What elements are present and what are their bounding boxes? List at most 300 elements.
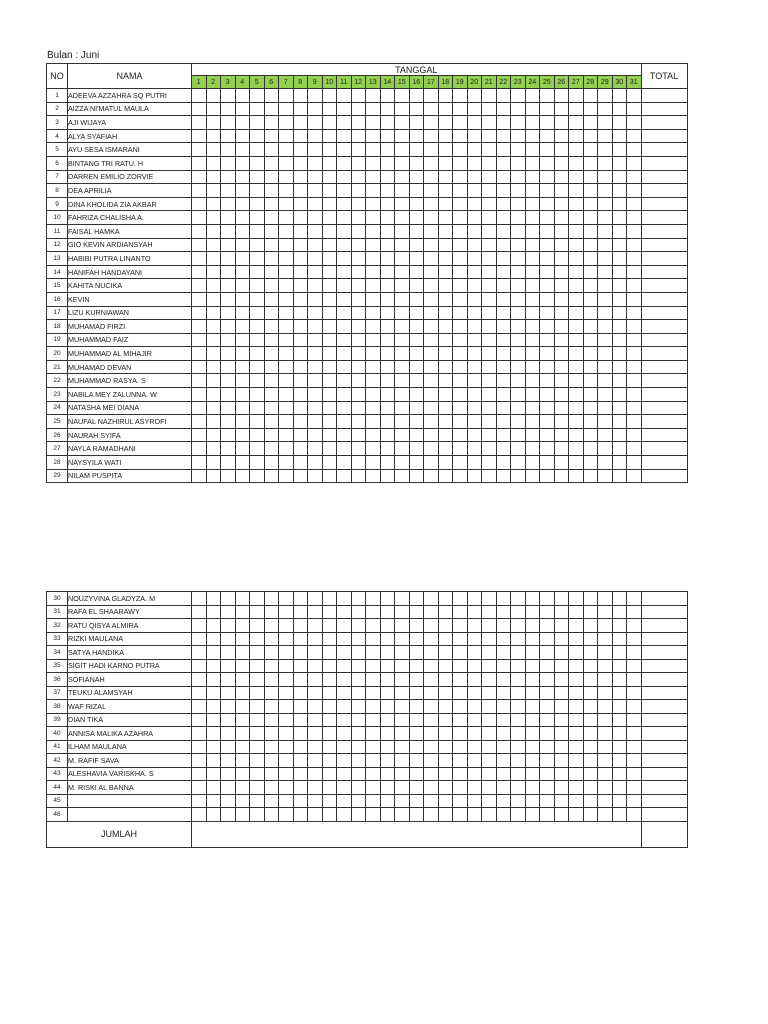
attendance-cell[interactable] [598,184,613,198]
attendance-cell[interactable] [264,456,279,470]
attendance-cell[interactable] [496,211,511,225]
attendance-cell[interactable] [409,374,424,388]
attendance-cell[interactable] [264,292,279,306]
attendance-cell[interactable] [482,374,497,388]
attendance-cell[interactable] [293,320,308,334]
attendance-cell[interactable] [467,279,482,293]
attendance-cell[interactable] [308,740,323,754]
attendance-cell[interactable] [293,781,308,795]
attendance-cell[interactable] [337,360,352,374]
attendance-cell[interactable] [540,469,555,483]
attendance-cell[interactable] [525,129,540,143]
attendance-cell[interactable] [308,781,323,795]
attendance-cell[interactable] [612,374,627,388]
attendance-cell[interactable] [395,224,410,238]
attendance-cell[interactable] [511,442,526,456]
attendance-cell[interactable] [424,659,439,673]
attendance-cell[interactable] [540,292,555,306]
attendance-cell[interactable] [453,469,468,483]
attendance-cell[interactable] [511,605,526,619]
attendance-cell[interactable] [482,673,497,687]
attendance-cell[interactable] [627,605,642,619]
total-cell[interactable] [641,605,687,619]
attendance-cell[interactable] [583,170,598,184]
attendance-cell[interactable] [496,808,511,822]
attendance-cell[interactable] [279,781,294,795]
attendance-cell[interactable] [467,252,482,266]
total-cell[interactable] [641,781,687,795]
attendance-cell[interactable] [192,306,207,320]
attendance-cell[interactable] [235,781,250,795]
attendance-cell[interactable] [308,727,323,741]
attendance-cell[interactable] [221,252,236,266]
attendance-cell[interactable] [511,211,526,225]
attendance-cell[interactable] [525,360,540,374]
attendance-cell[interactable] [424,713,439,727]
attendance-cell[interactable] [453,347,468,361]
attendance-cell[interactable] [221,292,236,306]
attendance-cell[interactable] [322,347,337,361]
attendance-cell[interactable] [424,456,439,470]
total-cell[interactable] [641,646,687,660]
attendance-cell[interactable] [467,197,482,211]
attendance-cell[interactable] [409,333,424,347]
attendance-cell[interactable] [380,808,395,822]
attendance-cell[interactable] [221,197,236,211]
attendance-cell[interactable] [351,794,366,808]
attendance-cell[interactable] [438,428,453,442]
attendance-cell[interactable] [221,89,236,103]
attendance-cell[interactable] [366,388,381,402]
attendance-cell[interactable] [453,143,468,157]
attendance-cell[interactable] [235,808,250,822]
attendance-cell[interactable] [598,306,613,320]
total-cell[interactable] [641,442,687,456]
attendance-cell[interactable] [612,659,627,673]
attendance-cell[interactable] [424,116,439,130]
attendance-cell[interactable] [438,197,453,211]
attendance-cell[interactable] [438,592,453,606]
attendance-cell[interactable] [366,415,381,429]
attendance-cell[interactable] [482,347,497,361]
attendance-cell[interactable] [627,197,642,211]
attendance-cell[interactable] [366,129,381,143]
attendance-cell[interactable] [540,211,555,225]
attendance-cell[interactable] [612,116,627,130]
attendance-cell[interactable] [627,102,642,116]
attendance-cell[interactable] [583,794,598,808]
attendance-cell[interactable] [192,388,207,402]
attendance-cell[interactable] [235,279,250,293]
attendance-cell[interactable] [322,265,337,279]
attendance-cell[interactable] [192,605,207,619]
attendance-cell[interactable] [264,605,279,619]
attendance-cell[interactable] [395,673,410,687]
attendance-cell[interactable] [554,686,569,700]
attendance-cell[interactable] [496,456,511,470]
attendance-cell[interactable] [351,252,366,266]
total-cell[interactable] [641,673,687,687]
attendance-cell[interactable] [293,469,308,483]
attendance-cell[interactable] [525,102,540,116]
total-cell[interactable] [641,116,687,130]
attendance-cell[interactable] [438,156,453,170]
attendance-cell[interactable] [380,129,395,143]
attendance-cell[interactable] [569,673,584,687]
attendance-cell[interactable] [438,456,453,470]
attendance-cell[interactable] [496,374,511,388]
attendance-cell[interactable] [206,184,221,198]
attendance-cell[interactable] [206,767,221,781]
attendance-cell[interactable] [583,184,598,198]
attendance-cell[interactable] [438,279,453,293]
attendance-cell[interactable] [235,333,250,347]
attendance-cell[interactable] [264,265,279,279]
attendance-cell[interactable] [221,347,236,361]
attendance-cell[interactable] [612,740,627,754]
attendance-cell[interactable] [380,320,395,334]
attendance-cell[interactable] [409,320,424,334]
attendance-cell[interactable] [206,333,221,347]
attendance-cell[interactable] [554,469,569,483]
attendance-cell[interactable] [511,333,526,347]
attendance-cell[interactable] [308,224,323,238]
attendance-cell[interactable] [612,401,627,415]
attendance-cell[interactable] [598,197,613,211]
attendance-cell[interactable] [540,347,555,361]
attendance-cell[interactable] [438,360,453,374]
attendance-cell[interactable] [395,686,410,700]
attendance-cell[interactable] [569,428,584,442]
attendance-cell[interactable] [583,673,598,687]
attendance-cell[interactable] [496,605,511,619]
attendance-cell[interactable] [235,374,250,388]
attendance-cell[interactable] [235,265,250,279]
attendance-cell[interactable] [467,592,482,606]
total-cell[interactable] [641,292,687,306]
attendance-cell[interactable] [598,727,613,741]
attendance-cell[interactable] [279,659,294,673]
attendance-cell[interactable] [192,469,207,483]
attendance-cell[interactable] [554,442,569,456]
attendance-cell[interactable] [192,156,207,170]
attendance-cell[interactable] [598,740,613,754]
attendance-cell[interactable] [221,686,236,700]
attendance-cell[interactable] [467,659,482,673]
attendance-cell[interactable] [627,686,642,700]
attendance-cell[interactable] [380,388,395,402]
attendance-cell[interactable] [221,808,236,822]
attendance-cell[interactable] [583,401,598,415]
attendance-cell[interactable] [351,129,366,143]
attendance-cell[interactable] [279,252,294,266]
total-cell[interactable] [641,727,687,741]
attendance-cell[interactable] [337,794,352,808]
attendance-cell[interactable] [569,333,584,347]
attendance-cell[interactable] [395,156,410,170]
attendance-cell[interactable] [627,740,642,754]
attendance-cell[interactable] [395,456,410,470]
attendance-cell[interactable] [293,605,308,619]
attendance-cell[interactable] [235,605,250,619]
attendance-cell[interactable] [308,306,323,320]
attendance-cell[interactable] [467,767,482,781]
attendance-cell[interactable] [424,89,439,103]
attendance-cell[interactable] [525,89,540,103]
attendance-cell[interactable] [192,252,207,266]
attendance-cell[interactable] [496,388,511,402]
total-cell[interactable] [641,754,687,768]
attendance-cell[interactable] [221,306,236,320]
attendance-cell[interactable] [221,619,236,633]
attendance-cell[interactable] [467,700,482,714]
attendance-cell[interactable] [540,808,555,822]
attendance-cell[interactable] [554,415,569,429]
attendance-cell[interactable] [598,713,613,727]
total-cell[interactable] [641,184,687,198]
attendance-cell[interactable] [395,265,410,279]
attendance-cell[interactable] [598,320,613,334]
attendance-cell[interactable] [496,767,511,781]
attendance-cell[interactable] [453,808,468,822]
attendance-cell[interactable] [511,808,526,822]
attendance-cell[interactable] [235,252,250,266]
attendance-cell[interactable] [366,360,381,374]
attendance-cell[interactable] [569,211,584,225]
attendance-cell[interactable] [424,211,439,225]
attendance-cell[interactable] [250,102,265,116]
attendance-cell[interactable] [221,754,236,768]
attendance-cell[interactable] [627,116,642,130]
attendance-cell[interactable] [380,89,395,103]
attendance-cell[interactable] [554,333,569,347]
attendance-cell[interactable] [293,306,308,320]
attendance-cell[interactable] [554,808,569,822]
attendance-cell[interactable] [293,673,308,687]
attendance-cell[interactable] [192,700,207,714]
attendance-cell[interactable] [293,360,308,374]
attendance-cell[interactable] [438,686,453,700]
attendance-cell[interactable] [206,279,221,293]
attendance-cell[interactable] [409,700,424,714]
attendance-cell[interactable] [337,238,352,252]
attendance-cell[interactable] [322,238,337,252]
attendance-cell[interactable] [540,700,555,714]
attendance-cell[interactable] [525,156,540,170]
attendance-cell[interactable] [467,129,482,143]
attendance-cell[interactable] [380,740,395,754]
attendance-cell[interactable] [206,686,221,700]
attendance-cell[interactable] [366,469,381,483]
attendance-cell[interactable] [496,279,511,293]
attendance-cell[interactable] [192,428,207,442]
attendance-cell[interactable] [424,686,439,700]
attendance-cell[interactable] [293,686,308,700]
attendance-cell[interactable] [395,116,410,130]
attendance-cell[interactable] [337,102,352,116]
attendance-cell[interactable] [308,238,323,252]
attendance-cell[interactable] [540,102,555,116]
attendance-cell[interactable] [569,89,584,103]
total-cell[interactable] [641,156,687,170]
attendance-cell[interactable] [540,686,555,700]
attendance-cell[interactable] [496,292,511,306]
attendance-cell[interactable] [250,619,265,633]
attendance-cell[interactable] [380,673,395,687]
attendance-cell[interactable] [221,592,236,606]
attendance-cell[interactable] [525,754,540,768]
attendance-cell[interactable] [438,646,453,660]
attendance-cell[interactable] [192,238,207,252]
attendance-cell[interactable] [192,659,207,673]
attendance-cell[interactable] [380,197,395,211]
attendance-cell[interactable] [569,360,584,374]
attendance-cell[interactable] [453,605,468,619]
attendance-cell[interactable] [525,794,540,808]
attendance-cell[interactable] [598,292,613,306]
attendance-cell[interactable] [395,320,410,334]
attendance-cell[interactable] [264,428,279,442]
attendance-cell[interactable] [250,89,265,103]
attendance-cell[interactable] [322,388,337,402]
attendance-cell[interactable] [482,469,497,483]
total-cell[interactable] [641,224,687,238]
attendance-cell[interactable] [525,116,540,130]
attendance-cell[interactable] [525,306,540,320]
attendance-cell[interactable] [424,129,439,143]
attendance-cell[interactable] [221,428,236,442]
attendance-cell[interactable] [380,306,395,320]
attendance-cell[interactable] [221,374,236,388]
attendance-cell[interactable] [612,333,627,347]
attendance-cell[interactable] [627,89,642,103]
attendance-cell[interactable] [612,754,627,768]
attendance-cell[interactable] [511,619,526,633]
attendance-cell[interactable] [612,646,627,660]
attendance-cell[interactable] [598,469,613,483]
attendance-cell[interactable] [540,415,555,429]
attendance-cell[interactable] [540,320,555,334]
attendance-cell[interactable] [293,740,308,754]
attendance-cell[interactable] [322,740,337,754]
attendance-cell[interactable] [438,415,453,429]
attendance-cell[interactable] [424,646,439,660]
attendance-cell[interactable] [351,713,366,727]
attendance-cell[interactable] [482,605,497,619]
attendance-cell[interactable] [540,170,555,184]
attendance-cell[interactable] [264,632,279,646]
attendance-cell[interactable] [424,794,439,808]
attendance-cell[interactable] [598,794,613,808]
attendance-cell[interactable] [453,456,468,470]
attendance-cell[interactable] [337,767,352,781]
attendance-cell[interactable] [583,252,598,266]
attendance-cell[interactable] [337,713,352,727]
attendance-cell[interactable] [279,605,294,619]
attendance-cell[interactable] [540,428,555,442]
total-cell[interactable] [641,129,687,143]
attendance-cell[interactable] [351,740,366,754]
attendance-cell[interactable] [554,238,569,252]
attendance-cell[interactable] [337,632,352,646]
attendance-cell[interactable] [598,333,613,347]
attendance-cell[interactable] [250,279,265,293]
attendance-cell[interactable] [337,292,352,306]
attendance-cell[interactable] [612,592,627,606]
attendance-cell[interactable] [583,143,598,157]
attendance-cell[interactable] [467,713,482,727]
attendance-cell[interactable] [351,686,366,700]
attendance-cell[interactable] [482,442,497,456]
attendance-cell[interactable] [511,347,526,361]
attendance-cell[interactable] [554,727,569,741]
attendance-cell[interactable] [424,265,439,279]
attendance-cell[interactable] [438,129,453,143]
attendance-cell[interactable] [380,592,395,606]
attendance-cell[interactable] [235,673,250,687]
attendance-cell[interactable] [351,238,366,252]
attendance-cell[interactable] [409,767,424,781]
attendance-cell[interactable] [221,184,236,198]
attendance-cell[interactable] [482,659,497,673]
attendance-cell[interactable] [337,754,352,768]
attendance-cell[interactable] [612,224,627,238]
attendance-cell[interactable] [569,102,584,116]
attendance-cell[interactable] [366,89,381,103]
attendance-cell[interactable] [583,224,598,238]
attendance-cell[interactable] [322,442,337,456]
attendance-cell[interactable] [264,767,279,781]
total-cell[interactable] [641,767,687,781]
attendance-cell[interactable] [554,794,569,808]
attendance-cell[interactable] [583,808,598,822]
attendance-cell[interactable] [482,700,497,714]
attendance-cell[interactable] [366,659,381,673]
attendance-cell[interactable] [235,442,250,456]
attendance-cell[interactable] [511,238,526,252]
attendance-cell[interactable] [264,388,279,402]
attendance-cell[interactable] [453,646,468,660]
attendance-cell[interactable] [525,143,540,157]
attendance-cell[interactable] [322,401,337,415]
attendance-cell[interactable] [192,211,207,225]
attendance-cell[interactable] [627,456,642,470]
attendance-cell[interactable] [380,347,395,361]
attendance-cell[interactable] [511,184,526,198]
attendance-cell[interactable] [337,659,352,673]
attendance-cell[interactable] [337,808,352,822]
attendance-cell[interactable] [235,156,250,170]
total-cell[interactable] [641,700,687,714]
attendance-cell[interactable] [525,592,540,606]
attendance-cell[interactable] [554,428,569,442]
attendance-cell[interactable] [293,374,308,388]
attendance-cell[interactable] [598,781,613,795]
attendance-cell[interactable] [438,116,453,130]
attendance-cell[interactable] [308,700,323,714]
attendance-cell[interactable] [583,415,598,429]
attendance-cell[interactable] [264,415,279,429]
attendance-cell[interactable] [409,456,424,470]
attendance-cell[interactable] [598,428,613,442]
attendance-cell[interactable] [554,170,569,184]
attendance-cell[interactable] [453,401,468,415]
attendance-cell[interactable] [438,808,453,822]
attendance-cell[interactable] [453,116,468,130]
attendance-cell[interactable] [192,646,207,660]
attendance-cell[interactable] [627,727,642,741]
attendance-cell[interactable] [221,401,236,415]
